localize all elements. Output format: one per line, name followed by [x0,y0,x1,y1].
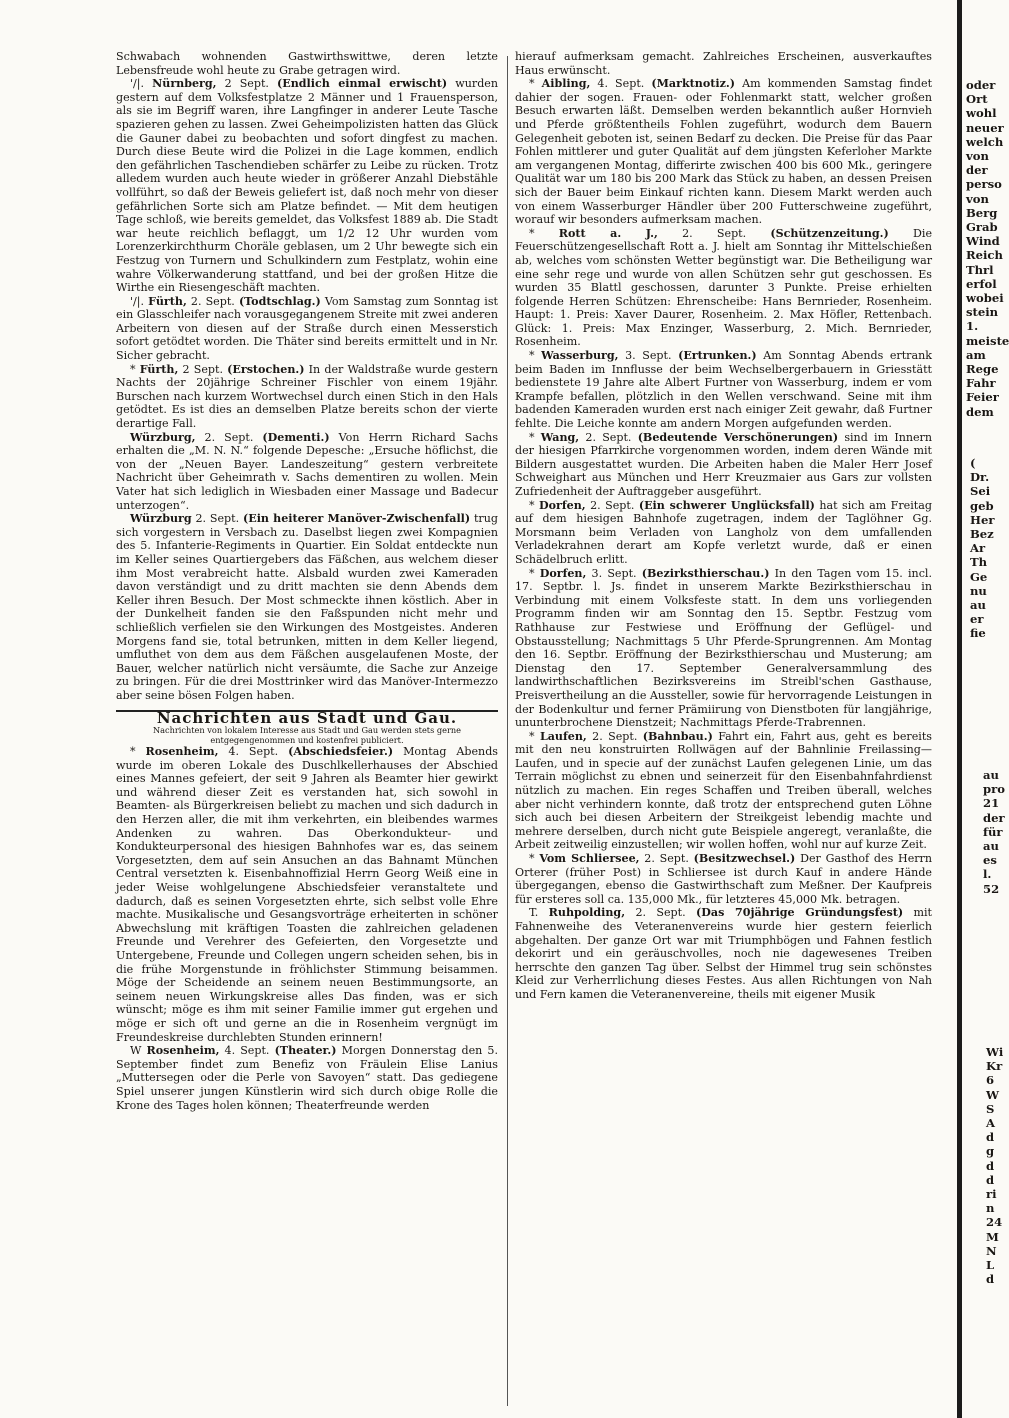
article-prefix: * [529,226,535,240]
article-place: Rott a. J., [558,226,658,240]
fragment-word: geb [970,498,994,513]
article-topic: (Bahnbau.) [642,729,713,743]
fragment-word: Ar [970,541,986,556]
fragment-word: n [986,1201,995,1216]
article-topic: (Theater.) [274,1044,337,1058]
article-body: Vom Samstag zum Sonntag ist ein Glasschleifer nach vorausgegangenem Streite mit zwei anderen Arbeitern von diesen auf der Straße durch einen Messerstich sofort getödtet worden. Die Thäter sind bereits ermittelt und in Nr. Sicher gebracht. [116,294,498,363]
fragment-word: 6 [986,1073,995,1088]
fragment-word: es [983,853,997,868]
article-topic: (Bedeutende Verschönerungen) [637,430,839,444]
fragment-word: Kr [986,1059,1003,1074]
article-date: 2. Sept. [190,294,235,308]
fragment-word: au [970,598,986,613]
fragment-word: erfol [966,276,997,291]
article-body: Montag Abends wurde im oberen Lokale des Duschlkellerhauses der Abschied eines Mannes gefeiert, der seit 9 Jahren als Beamter hier gewirkt und während dieser Zeit es verstanden hat, sich sowohl in Beamten- als Bürgerkreisen beliebt zu machen und sich dadurch in den Herzen aller, die mit ihm verkehrten, ein bleibendes warmes Andenken zu wahren. Das Oberkondukteur- und Kondukteurpersonal des hiesigen Bahnhofes war es, das seinem Vorgesetzten, dem auf sein Ansuchen an das Bahnamt München Central versetzten k. Eisenbahnoffizial Herrn Georg Weiß eine in jeder Weise wohlgelungene Abschiedsfeier veranstaltete und dadurch, daß es seinen Vorgesetzten ehrte, sich selbst volle Ehre machte. Musikalische und Gesangsvorträge erheiterten in schöner Abwechslung mit kräftigen Toasten die zahlreichen geladenen Freunde und Verehrer des Gefeierten, den Vorgesetzte und Untergebene, Freunde und Collegen ungern scheiden sehen, bis in die frühe Morgenstunde in fröhlichster Stimmung beisammen. Möge der Scheidende an seinem neuen Bestimmungsorte, an seinem neuen Wirkungskreise alles Das finden, was er sich wünscht; möge es ihm mit seiner Familie immer gut ergehen und möge er sich oft und gerne an die in Rosenheim vergnügt im Freundeskreise durchlebten Stunden erinnern! [116,745,498,1044]
article-place: Fürth, [139,362,179,376]
article [515,227,932,349]
article-date: 3. Sept. [625,349,672,363]
article-place: Würzburg [130,512,192,526]
fragment-word: l. [983,867,992,882]
article-place: Würzburg, [130,430,196,444]
article-body: Der Gasthof des Herrn Orterer (früher Post) in Schliersee ist durch Kauf in andere Hände übergegangen, ebenso die Gastwirthschaft zum Meßner. Der Kaufpreis für ersteres soll ca. 135,000 Mk., für letzteres 45,000 Mk. betragen. [515,852,933,906]
right-articles [515,77,932,1001]
article-date: 2 Sept. [182,362,223,376]
fragment-word: 52 [983,881,1000,896]
left-articles-bottom [116,745,498,1112]
article-date: 2. Sept. [195,512,240,526]
article-date: 2. Sept. [682,226,747,240]
article-body: In der Waldstraße wurde gestern Nachts der 20jährige Schreiner Fischler von einem 19jähr. Burschen nach kurzem Wortwechsel durch einen Stich in den Hals getödtet. Es ist dies an demselben Platze bereits schon der vierte derartige Fall. [116,362,498,431]
right-column [515,50,932,1410]
fragment-word: ( [970,456,976,470]
article-place: Wang, [540,430,580,444]
fragment-word: Wi [986,1045,1004,1059]
fragment-word: g [986,1144,995,1159]
article-place: Rosenheim, [145,745,219,759]
article [116,363,498,431]
fragment-word: meiste [966,333,1009,348]
fragment-word: W [986,1087,1000,1102]
article-topic: (Bezirksthierschau.) [641,566,770,580]
opening-fragment: Schwabach wohnenden Gastwirthswittwe, deren letzte Lebensfreude wohl heute zu Grabe getragen wird. [116,50,498,77]
article-date: 2 Sept. [224,77,269,91]
fragment-word: am [966,347,986,362]
article [116,431,498,513]
article-date: 2. Sept. [592,729,638,743]
left-articles-top [116,77,498,702]
article-topic: (Ein heiterer Manöver-Zwischenfall) [242,512,471,526]
next-page-fragments-lower [983,768,1005,896]
article-place: Laufen, [539,729,587,743]
article-date: 4. Sept. [597,77,645,91]
article-topic: (Abschiedsfeier.) [288,745,394,759]
article [515,499,932,567]
article [116,1044,498,1112]
fragment-word: für [983,824,1003,839]
fragment-word: von [966,149,989,164]
fragment-word: pro [983,782,1005,797]
fragment-word: Wind [966,234,1000,249]
section-heading: Nachrichten aus Stadt und Gau. [156,708,458,727]
article [515,906,932,1001]
fragment-word: Rege [966,362,999,377]
article-body: Morgen Donnerstag den 5. September findet zum Benefiz von Fräulein Elise Lanius „Muttersegen oder die Perle von Savoyen“ statt. Das gediegene Spiel unserer jungen Künstlerin wird sich durch obige Rolle die Krone des Tages holen können; Theaterfreunde werden [116,1044,499,1112]
article [116,295,498,363]
fragment-word: 1. [966,319,979,334]
article-place: Ruhpolding, [548,906,626,920]
article-body: Fahrt ein, Fahrt aus, geht es bereits mit den neu konstruirten Rollwägen auf der Bahnlinie Freilassing—Laufen, und in specie auf der zunächst Laufen gelegenen Linie, um das Terrain möglichst zu ebnen und seinerzeit für den Eisenbahnfahrdienst nützlich zu machen. Ein reges Schaffen und Treiben überall, welches aber nicht verhindern konnte, daß trotz der entsprechend guten Löhne sich auch bei diesen Arbeitern der Streikgeist lebendig machte und mehrere derselben, durch nicht gute Beispiele angeregt, veranlaßte, die Arbeit zeitweilig einzustellen; wir wollen hoffen, wohl nur auf kurze Zeit. [515,729,932,852]
article-place: Vom Schliersee, [539,852,640,866]
fragment-word: wohl [966,106,997,121]
left-column [116,50,498,1410]
fragment-word: oder [966,78,996,92]
article-date: 2. Sept. [590,498,635,512]
fragment-word: Ort [966,92,988,107]
fragment-word: Th [970,555,988,570]
article-topic: (Ertrunken.) [678,349,757,363]
article [116,512,498,702]
article-topic: (Erstochen.) [227,362,305,376]
section-note: Nachrichten von lokalem Interesse aus Stadt und Gau werden stets gerne entgegengenommen und kostenfrei publiciert. [152,725,462,746]
fragment-word: Feier [966,390,999,405]
fragment-word: S [986,1101,995,1116]
fragment-word: 24 [986,1215,1003,1230]
article-body: Am kommenden Samstag findet dahier der sogen. Frauen- oder Fohlenmarkt statt, welcher großen Besuch erwarten läßt. Demselben werden bekanntlich außer Hornvieh und Pferde größtentheils Fohlen zugeführt, wodurch dem Bauern Gelegenheit geboten ist, seinen Bedarf zu decken. Die Preise für das Paar Fohlen mittlerer und guter Qualität auf dem jüngsten Keferloher Markte am vergangenen Montag, differirte zwischen 400 bis 600 Mk., geringere Qualität war um 180 bis 200 Mark das Stück zu haben, an dessen Preisen sich der Bauer beim Einkauf richten kann. Diesem Markt werden auch von einem Wasserburger Händler über 200 Futterschweine zugeführt, worauf wir besonders aufmerksam machen. [515,77,933,227]
fragment-word: nu [970,583,987,598]
next-page-fragments-top [966,78,1009,419]
article-place: Rosenheim, [146,1044,220,1058]
column-rule [507,56,508,1406]
article-prefix: '/|. [130,77,145,91]
fragment-word: Her [970,512,995,527]
fragment-word: Grab [966,220,998,235]
article [116,745,498,1044]
fragment-word: au [983,839,999,854]
fragment-word: d [986,1158,995,1173]
article-topic: (Das 70jährige Gründungsfest) [696,906,904,920]
article [515,567,932,730]
fragment-word: dem [966,404,994,419]
article-place: Nürnberg, [152,77,217,91]
article-topic: (Todtschlag.) [238,294,321,308]
fragment-word: d [986,1130,995,1145]
fragment-word: M [986,1229,999,1244]
opening-fragment-right: hierauf aufmerksam gemacht. Zahlreiches Erscheinen, ausverkauftes Haus erwünscht. [515,50,932,77]
article-date: 2. Sept. [585,430,632,444]
article [116,77,498,295]
fragment-word: A [986,1116,995,1131]
article-prefix: * [529,430,535,444]
article-prefix: * [529,498,535,512]
article-place: Wasserburg, [541,349,619,363]
article-prefix: W [130,1044,142,1058]
article-prefix: * [529,729,535,743]
article [515,349,932,431]
fragment-word: von [966,191,989,206]
page-edge-right [957,0,962,1418]
article-prefix: * [529,566,535,580]
fragment-word: wobei [966,291,1004,306]
article [515,852,932,906]
article-body: Am Sonntag Abends ertrank beim Baden im Innflusse der beim Wechselbergerbauern in Griesstätt bedienstete 19 Jahre alte Albert Furtner von Wasserburg, indem er vom Krampfe befallen, plötzlich in den Wellen verschwand. Seine mit ihm badenden Kameraden wurden erst nach einiger Zeit gewahr, daß Furtner fehlte. Die Leiche konnte am andern Morgen aufgefunden werden. [515,349,932,431]
article-date: 4. Sept. [224,1044,270,1058]
fragment-word: L [986,1258,995,1273]
fragment-word: der [983,810,1005,825]
article-place: Dorfen, [539,498,586,512]
article-date: 3. Sept. [591,566,637,580]
article-prefix: * [529,77,535,91]
article-prefix: * [529,852,535,866]
article-topic: (Schützenzeitung.) [770,226,889,240]
fragment-word: au [983,768,999,782]
article-body: hat sich am Freitag auf dem hiesigen Bahnhofe zugetragen, indem der Taglöhner Gg. Morsmann beim Verladen von Langholz von dem umfallenden Verladekrahnen derart am Kopfe verletzt wurde, daß er einen Schädelbruch erlitt. [515,498,932,566]
article-body: In den Tagen vom 15. incl. 17. Septbr. l. Js. findet in unserem Markte Bezirksthierschau in Verbindung mit einem Volksfeste statt. In dem uns vorliegenden Programm finden wir am Sonntag den 15. Septbr. Festzug vom Rathhause zur Festwiese und Eröffnung der Geflügel- und Obstausstellung; Nachmittags 5 Uhr Pferde-Sprungrennen. Am Montag den 16. Septbr. Eröffnung der Bezirksthierschau und Musterung; am Dienstag den 17. September Generalversammlung des landwirthschaftlichen Bezirksvereins im Streibl'schen Gasthause, Preisvertheilung an die Aussteller, sowie für hervorragende Leistungen in der Bodenkultur und ferner Prämiirung von Dienstboten für langjährige, ununterbrochene Dienstzeit; Nachmittags Pferde-Trabrennen. [515,566,933,730]
fragment-word: 21 [983,796,1000,811]
fragment-word: er [970,612,984,627]
article-date: 2. Sept. [204,430,254,444]
article-topic: (Marktnotiz.) [651,77,735,91]
article-topic: (Dementi.) [262,430,330,444]
fragment-word: Berg [966,205,998,220]
article-date: 4. Sept. [228,745,279,759]
article-date: 2. Sept. [644,852,689,866]
fragment-word: d [986,1172,995,1187]
fragment-word: Dr. [970,470,990,485]
article-topic: (Endlich einmal erwischt) [277,77,448,91]
fragment-word: welch [966,134,1004,149]
article [515,77,932,227]
fragment-word: Fahr [966,376,996,391]
article-prefix: '/|. [130,294,145,308]
fragment-word: d [986,1272,995,1287]
fragment-word: neuer [966,120,1004,135]
article-body: trug sich vorgestern in Versbach zu. Daselbst liegen zwei Kompagnien des 5. Infanterie-Regiments in Quartier. Ein Soldat entdeckte nun im Keller seines Quartiergebers das Fäßchen, aus welchem dieser ihm Most verabreicht hatte. Alsbald wurden zwei Kameraden davon verständigt und zu dritt machten sie denn Abends dem Keller ihren Besuch. Der Most schmeckte ihnen köstlich. Aber in der Dunkelheit fanden sie den Faßspunden nicht mehr und schließlich verfielen sie den Wirkungen des Mostgeistes. Anderen Morgens fand sie, total betrunken, mitten in dem Keller liegend, umfluthet von dem aus dem Fäßchen ausgelaufenen Moste, der Bauer, welcher natürlich nicht versäumte, die Sache zur Anzeige zu bringen. Für die drei Mosttrinker wird das Manöver-Intermezzo aber seine bösen Folgen haben. [116,512,498,702]
fragment-word: Sei [970,484,991,499]
article-prefix: * [529,349,535,363]
article-body: mit Fahnenweihe des Veteranenvereins wurde hier gestern feierlich abgehalten. Der ganze Ort war mit Triumphbögen und Fahnen festlich dekorirt und ein geräuschvolles, noch nie dagewesenes Treiben herrschte den ganzen Tag über. Selbst der Himmel trug sein schönstes Kleid zur Verherrlichung dieses Festes. Aus allen Richtungen von Nah und Fern kamen die Veteranenvereine, theils mit eigener Musik [515,906,932,1001]
article-body: sind im Innern der hiesigen Pfarrkirche vorgenommen worden, indem deren Wände mit Bildern ausgestattet wurden. Die Arbeiten haben die Maler Herr Josef Schweighart aus München und Herr Kreuzmaier aus Gars zur vollsten Zufriedenheit der Auftraggeber ausgeführt. [515,430,933,498]
article [515,730,932,852]
fragment-word: N [986,1243,997,1258]
fragment-word: stein [966,305,999,320]
article-topic: (Ein schwerer Unglücksfall) [638,498,815,512]
article-place: Aibling, [541,77,591,91]
article-body: wurden gestern auf dem Volksfestplatze 2 Männer und 1 Frauensperson, als sie im Begriff waren, ihre Langfinger in anderer Leute Tasche spazieren gehen zu lassen. Zwei Geheimpolizisten hatten das Glück die Gauner dabei zu beobachten und sofort dingfest zu machen. Durch diese Beute wird die Polizei in die Lage kommen, endlich den gefährlichen Taschendieben schärfer zu Leibe zu rücken. Trotz alledem wurden auch heute wieder in größerer Anzahl Diebstähle vollführt, so daß der Beweis geliefert ist, daß noch mehr von dieser gefährlichen Sorte sich am Platze befindet. — Mit dem heutigen Tage schloß, wie bereits gemeldet, das Volksfest 1889 ab. Die Stadt war heute reichlich beflaggt, um 1/2 12 Uhr wurden vom Lorenzerkirchthurm Choräle geblasen, um 2 Uhr bewegte sich ein Festzug von Turnern und Schulkindern zum Festplatz, wohin eine wahre Völkerwanderung stattfand, und bei der großen Hitze die Wirthe ein Riesengeschäft machten. [116,77,499,295]
article-prefix: * [130,362,136,376]
article-date: 2. Sept. [635,906,686,920]
article-prefix: T. [529,906,539,920]
fragment-word: der [966,163,988,178]
article-place: Fürth, [148,294,187,308]
article-topic: (Besitzwechsel.) [693,852,796,866]
fragment-word: Bez [970,527,994,542]
article [515,431,932,499]
article-place: Dorfen, [539,566,587,580]
article-body: Die Feuerschützengesellschaft Rott a. J. hielt am Sonntag ihr Mittelschießen ab, welches vom schönsten Wetter begünstigt war. Die Betheiligung war eine sehr rege und wurde von allen Schützen sehr gut geschossen. Es wurden 35 Blattl geschossen, darunter 3 Punkte. Preise erhielten folgende Herren Schützen: Ehrenscheibe: Hans Bernrieder, Rosenheim. Haupt: 1. Preis: Xaver Daurer, Rosenheim. 2. Max Höfler, Rettenbach. Glück: 1. Preis: Max Enzinger, Wasserburg, 2. Mich. Bernrieder, Rosenheim. [515,226,933,349]
next-page-fragments-bottom [986,1045,1004,1287]
fragment-word: perso [966,177,1002,192]
fragment-word: Thrl [966,262,994,277]
fragment-word: Ge [970,569,988,584]
fragment-word: ri [986,1187,997,1202]
article-prefix: * [130,745,136,759]
fragment-word: Reich [966,248,1003,263]
next-page-fragments-middle [970,456,1000,641]
article-body: Von Herrn Richard Sachs erhalten die „M. N. N.“ folgende Depesche: „Ersuche höflichst, die von der „Neuen Bayer. Landeszeitung“ gestern verbreitete Nachricht über Geheimrath v. Sachs dementiren zu wollen. Mein Vater hat sich lediglich in Wiesbaden einer Massage und Badecur unterzogen“. [116,430,499,512]
fragment-word: fie [970,626,986,641]
